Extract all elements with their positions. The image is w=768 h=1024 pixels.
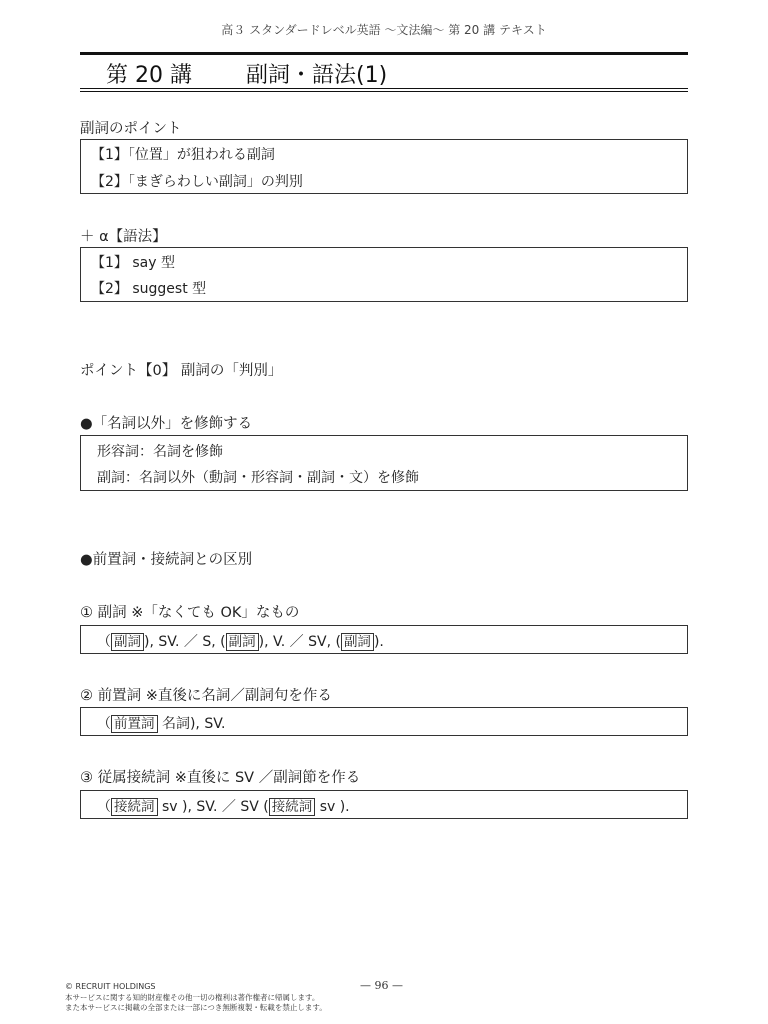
conj-pattern xyxy=(97,795,350,816)
points-item-2: 【2】「まぎらわしい副詞」の判別 xyxy=(91,174,303,190)
usage-item-1: 【1】 say 型 xyxy=(91,255,175,271)
pattern-text: 名詞), SV. xyxy=(161,716,226,732)
conjunction-tag: 接続詞 xyxy=(269,798,316,816)
prep-pattern xyxy=(97,712,225,733)
point0-subheading: ●「名詞以外」を修飾する xyxy=(80,416,253,432)
pattern-text: sv ). xyxy=(319,799,350,815)
copyright: © RECRUIT HOLDINGS xyxy=(65,982,156,991)
usage-box xyxy=(80,247,688,302)
point0-item-1: 形容詞：名詞を修飾 xyxy=(97,444,223,460)
pattern-text: （ xyxy=(97,799,111,815)
points-heading: 副詞のポイント xyxy=(80,121,182,137)
points-item-1: 【1】「位置」が狙われる副詞 xyxy=(91,147,275,163)
conj-label: ③ 従属接続詞 ※直後に SV ／副詞節を作る xyxy=(80,770,361,786)
preposition-tag: 前置詞 xyxy=(111,715,158,733)
adverb-tag: 副詞 xyxy=(226,633,259,651)
adverb-pattern-box xyxy=(80,625,688,654)
conjunction-tag: 接続詞 xyxy=(111,798,158,816)
pattern-text: （ xyxy=(97,716,111,732)
page-title xyxy=(106,58,387,89)
adverb-tag: 副詞 xyxy=(111,633,144,651)
lecture-number: 第 20 講 xyxy=(106,63,192,88)
legal-line-1: 本サービスに関する知的財産権その他一切の権利は著作権者に帰属します。 xyxy=(65,993,320,1002)
point0-box xyxy=(80,435,688,491)
running-header: 高３ スタンダードレベル英語 〜文法編〜 第 20 講 テキスト xyxy=(221,23,547,37)
distinction-heading: ●前置詞・接続詞との区別 xyxy=(80,552,253,568)
pattern-text: sv ), SV. ／ SV ( xyxy=(161,799,269,815)
points-box xyxy=(80,139,688,194)
legal-line-2: また本サービスに掲載の全部または一部につき無断複製・転載を禁止します。 xyxy=(65,1003,327,1012)
prep-pattern-box xyxy=(80,707,688,736)
pattern-text: ), SV. ／ S, ( xyxy=(144,634,226,650)
point0-item-2: 副詞：名詞以外（動詞・形容詞・副詞・文）を修飾 xyxy=(97,470,419,486)
pattern-text: （ xyxy=(97,634,111,650)
adverb-label: ① 副詞 ※「なくても OK」なもの xyxy=(80,605,300,621)
adverb-tag: 副詞 xyxy=(341,633,374,651)
adverb-pattern xyxy=(97,630,384,651)
lecture-title: 副詞・語法(1) xyxy=(245,63,388,88)
pattern-text: ). xyxy=(373,634,384,650)
conj-pattern-box xyxy=(80,790,688,819)
usage-heading: ＋ α【語法】 xyxy=(80,229,167,245)
pattern-text: ), V. ／ SV, ( xyxy=(258,634,341,650)
prep-label: ② 前置詞 ※直後に名詞／副詞句を作る xyxy=(80,688,332,704)
page-number: — 96 — xyxy=(360,979,403,992)
point0-heading: ポイント【0】 副詞の「判別」 xyxy=(80,363,283,379)
usage-item-2: 【2】 suggest 型 xyxy=(91,281,207,297)
